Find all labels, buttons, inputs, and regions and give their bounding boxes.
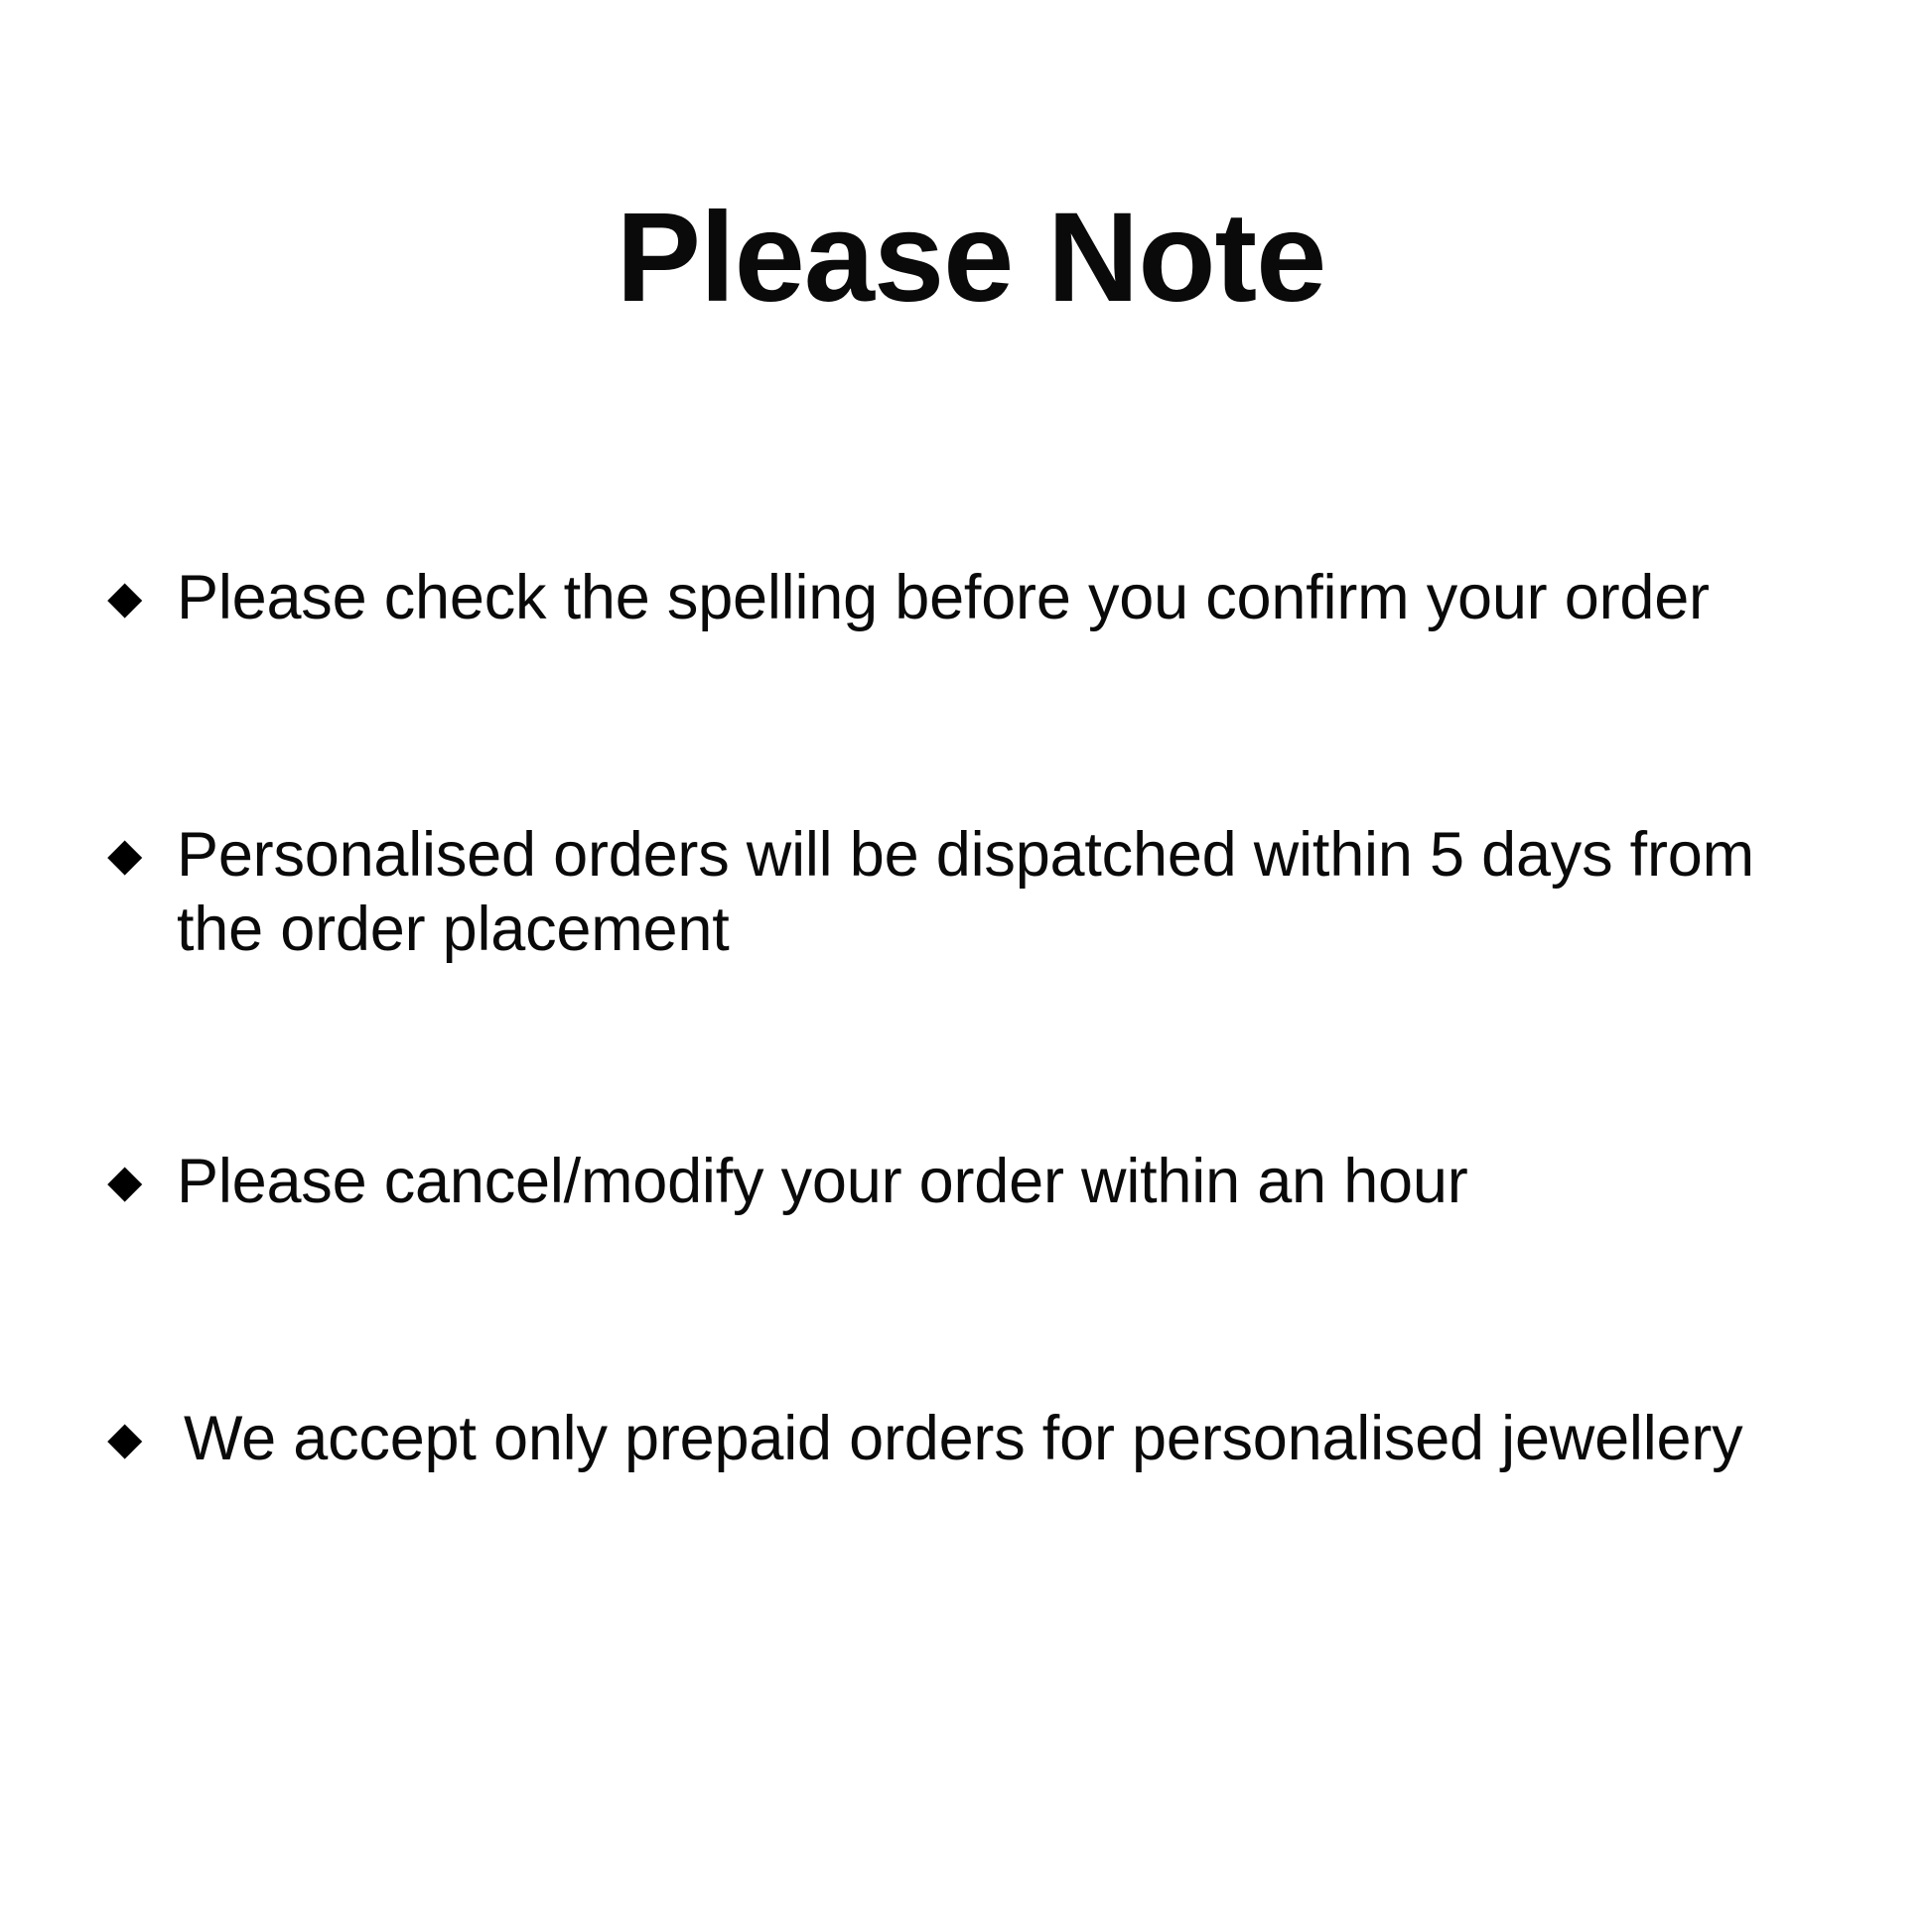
note-text: Please cancel/modify your order within an hour [177, 1146, 1468, 1216]
note-text: Personalised orders will be dispatched within 5 days from the order placement [177, 820, 1754, 964]
diamond-bullet-icon: ◆ [107, 828, 143, 881]
list-item [107, 818, 1855, 966]
list-item [107, 1145, 1855, 1218]
list-item [107, 1402, 1855, 1475]
notes-list [107, 561, 1855, 1476]
diamond-bullet-icon: ◆ [107, 1412, 143, 1464]
note-text: We accept only prepaid orders for personalised jewellery [184, 1404, 1743, 1474]
list-item [107, 561, 1855, 634]
diamond-bullet-icon: ◆ [107, 1154, 143, 1206]
diamond-bullet-icon: ◆ [107, 571, 143, 622]
note-text: Please check the spelling before you confirm your order [177, 563, 1710, 632]
page-title: Please Note [616, 187, 1326, 329]
